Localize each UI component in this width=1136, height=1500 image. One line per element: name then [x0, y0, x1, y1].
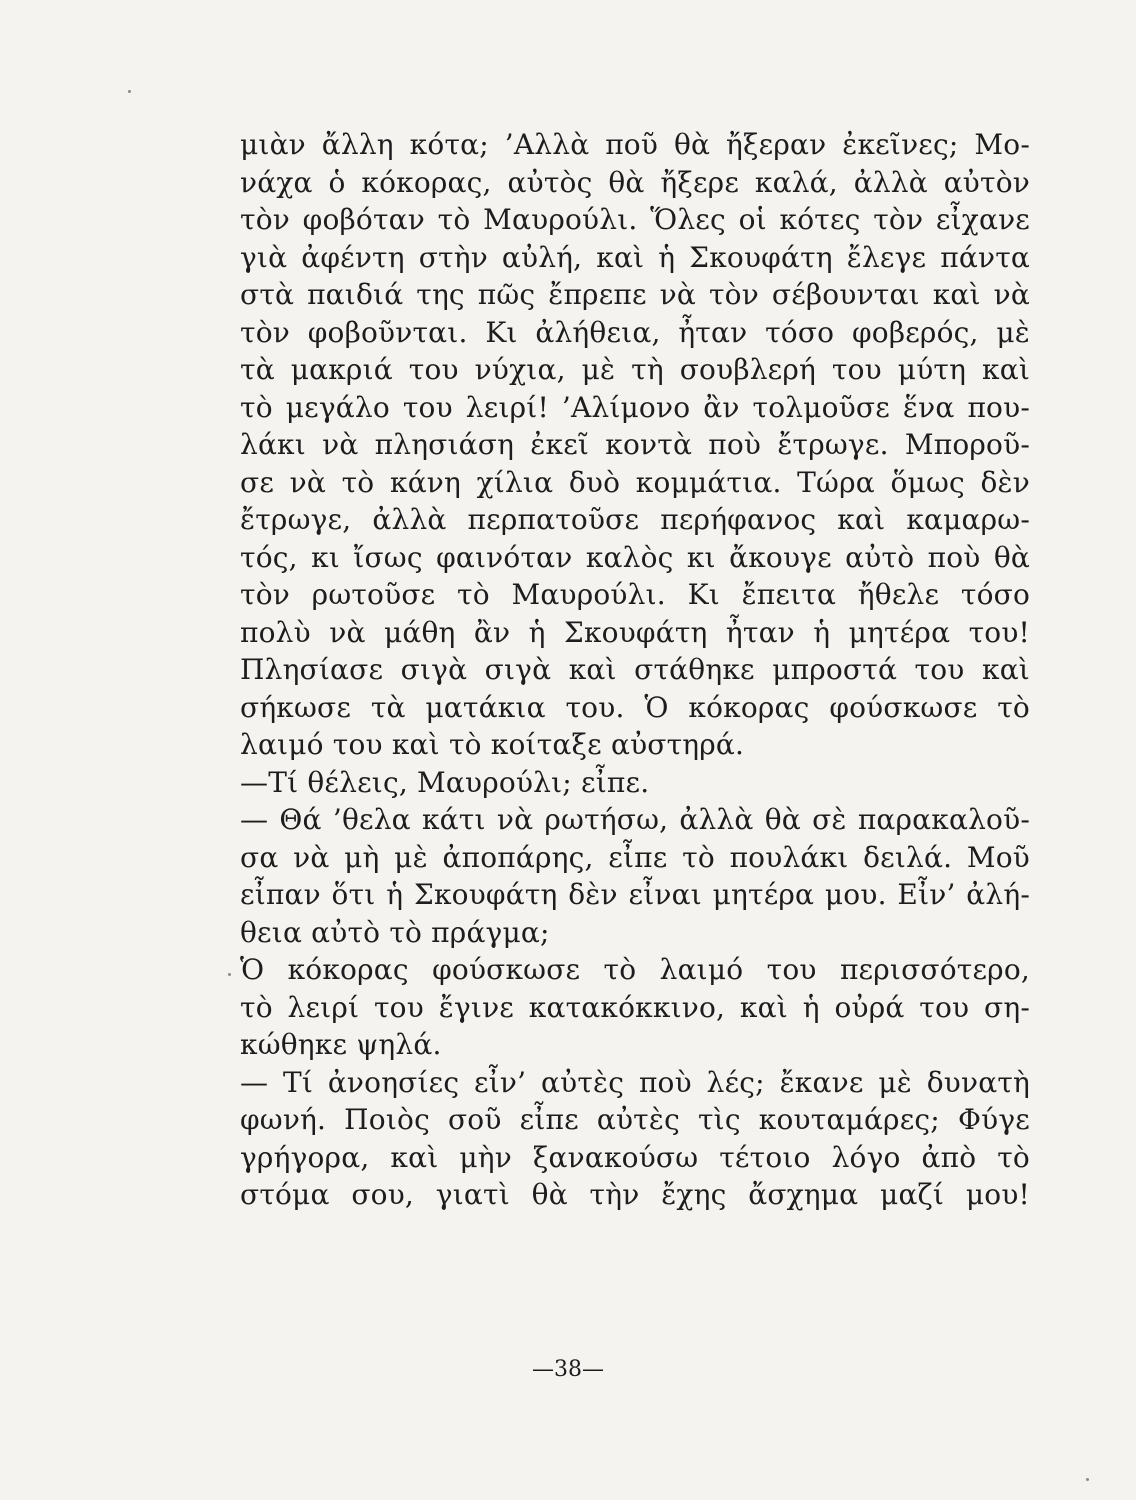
text-line: σε νὰ τὸ κάνη χίλια δυὸ κομμάτια. Τώρα ὅμως δὲν	[240, 465, 1030, 499]
text-line: λάκι νὰ πλησιάση ἐκεῖ κοντὰ ποὺ ἔτρωγε. Μποροῦ-	[240, 428, 1030, 461]
text-line: στὰ παιδιά της πῶς ἔπρεπε νὰ τὸν σέβουνται καὶ νὰ	[240, 278, 1030, 311]
text-line: σα νὰ μὴ μὲ ἀποπάρης, εἶπε τὸ πουλάκι δειλά. Μοῦ	[240, 840, 1030, 874]
text-line: τὸ λειρί του ἔγινε κατακόκκινο, καὶ ἡ οὐρά του ση-	[240, 990, 1030, 1024]
text-line: τὰ μακριά του νύχια, μὲ τὴ σουβλερή του μύτη καὶ	[240, 353, 1030, 386]
text-line: κώθηκε ψηλά.	[240, 1028, 442, 1061]
text-line: μιὰν ἄλλη κότα; ’Αλλὰ ποῦ θὰ ἤξεραν ἐκεῖνες; Μο-	[240, 128, 1030, 161]
text-line: τὸ μεγάλο του λειρί! ’Αλίμονο ἂν τολμοῦσε ἕνα που-	[240, 390, 1030, 424]
text-line: Πλησίασε σιγὰ σιγὰ καὶ στάθηκε μπροστά του καὶ	[240, 653, 1030, 686]
ink-speck	[128, 90, 131, 93]
text-line: στόμα σου, γιατὶ θὰ τὴν ἔχης ἄσχημα μαζί μου!	[240, 1178, 1030, 1211]
text-line: —Τί θέλεις, Μαυρούλι; εἶπε.	[240, 765, 650, 799]
ink-speck	[228, 973, 231, 976]
text-line: ἔτρωγε, ἀλλὰ περπατοῦσε περήφανος καὶ καμαρω-	[240, 503, 1030, 536]
text-line: θεια αὐτὸ τὸ πράγμα;	[240, 915, 550, 949]
page-number: —38—	[532, 1357, 604, 1382]
text-line: πολὺ νὰ μάθη ἂν ἡ Σκουφάτη ἦταν ἡ μητέρα του!	[240, 615, 1030, 649]
body-text	[240, 126, 1030, 1214]
text-line: φωνή. Ποιὸς σοῦ εἶπε αὐτὲς τὶς κουταμάρες; Φύγε	[240, 1103, 1030, 1136]
text-line: Ὁ κόκορας φούσκωσε τὸ λαιμό του περισσότερο,	[240, 953, 1030, 986]
text-line: εἶπαν ὅτι ἡ Σκουφάτη δὲν εἶναι μητέρα μου. Εἶν’ ἀλή-	[240, 878, 1030, 911]
text-line: τὸν φοβοῦνται. Κι ἀλήθεια, ἦταν τόσο φοβερός, μὲ	[240, 315, 1030, 349]
text-line: τός, κι ἴσως φαινόταν καλὸς κι ἄκουγε αὐτὸ ποὺ θὰ	[240, 540, 1030, 574]
text-line: σήκωσε τὰ ματάκια του. Ὁ κόκορας φούσκωσε τὸ	[240, 690, 1030, 724]
text-line: νάχα ὁ κόκορας, αὐτὸς θὰ ἤξερε καλά, ἀλλὰ αὐτὸν	[240, 165, 1030, 199]
text-line: γρήγορα, καὶ μὴν ξανακούσω τέτοιο λόγο ἀπὸ τὸ	[240, 1140, 1030, 1174]
ink-speck	[1086, 1478, 1089, 1481]
text-line: — Θά ’θελα κάτι νὰ ρωτήσω, ἀλλὰ θὰ σὲ παρακαλοῦ-	[240, 803, 1030, 836]
text-line: γιὰ ἀφέντη στὴν αὐλή, καὶ ἡ Σκουφάτη ἔλεγε πάντα	[240, 240, 1030, 274]
text-line: τὸν φοβόταν τὸ Μαυρούλι. Ὅλες οἱ κότες τὸν εἶχανε	[240, 203, 1030, 236]
text-line: — Τί ἀνοησίες εἶν’ αὐτὲς ποὺ λές; ἔκανε μὲ δυνατὴ	[240, 1065, 1030, 1099]
text-line: τὸν ρωτοῦσε τὸ Μαυρούλι. Κι ἔπειτα ἤθελε τόσο	[240, 578, 1030, 611]
text-line: λαιμό του καὶ τὸ κοίταξε αὐστηρά.	[240, 728, 745, 761]
